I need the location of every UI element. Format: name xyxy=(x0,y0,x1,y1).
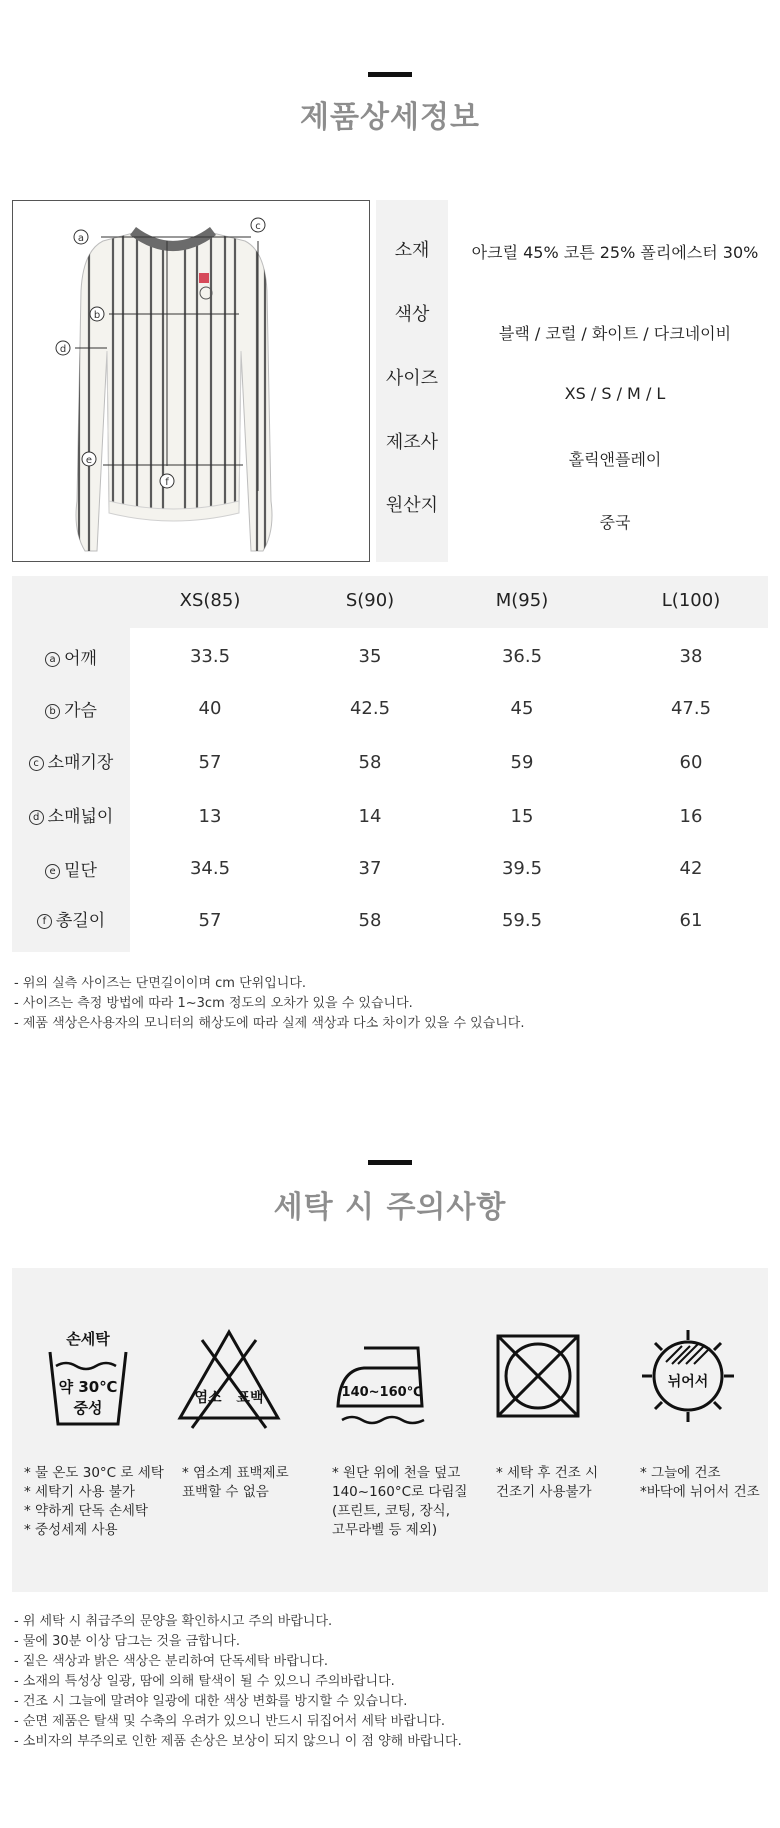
care-notes: - 위 세탁 시 취급주의 문양을 확인하시고 주의 바랍니다. - 물에 30분 이상 담그는 것을 금합니다. - 짙은 색상과 밝은 색상은 분리하여 단독세탁 바랍니다. - 소재의 특성상 일광, 땀에 의해 탈색이 될 수 있으니 주의바랍니다. - 건조 시 그늘에 말려야 일광에 대한 색상 변화를 방지할 수 있습니다. - 순면 제품은 탈색 및 수축의 우려가 있으니 반드시 뒤집어서 세탁 바랍니다. - 소비자의 부주의로 인한 제품 손상은 보상이 되지 않으니 이 점 양해 바랍니다. xyxy=(14,1614,462,1749)
row-label-total-length: f 총길이 xyxy=(12,906,130,931)
svg-text:e: e xyxy=(85,455,93,466)
spec-label: 소재 xyxy=(394,240,430,261)
size-header: S(90) xyxy=(345,590,395,611)
svg-text:손세탁: 손세탁 xyxy=(66,1330,110,1348)
hand-wash-icon xyxy=(40,1326,136,1430)
table-cell: 35 xyxy=(358,646,382,667)
svg-text:뉘어서: 뉘어서 xyxy=(667,1374,709,1390)
row-label-sleeve-width: d 소매넓이 xyxy=(12,802,130,827)
row-label-shoulder: a 어깨 xyxy=(12,644,130,669)
table-cell: 16 xyxy=(679,806,703,827)
svg-text:140~160℃: 140~160℃ xyxy=(341,1385,423,1400)
svg-text:d: d xyxy=(59,344,67,355)
table-cell: 42.5 xyxy=(349,698,391,719)
table-cell: 13 xyxy=(198,806,222,827)
table-cell: 59.5 xyxy=(501,910,543,931)
table-cell: 57 xyxy=(198,752,222,773)
care-text-no-bleach: * 염소계 표백제로 표백할 수 없음 xyxy=(182,1465,289,1500)
section-divider xyxy=(368,72,412,77)
care-text-hand-wash: * 물 온도 30°C 로 세탁 * 세탁기 사용 불가 * 약하게 단독 손세탁 * 중성세제 사용 xyxy=(24,1465,164,1538)
garment-diagram xyxy=(12,200,370,562)
spec-value-material: 아크릴 45% 코튼 25% 폴리에스터 30% xyxy=(471,243,759,262)
table-cell: 61 xyxy=(679,910,703,931)
spec-value-maker: 홀릭앤플레이 xyxy=(568,450,662,469)
row-label-chest: b 가슴 xyxy=(12,696,130,721)
table-cell: 33.5 xyxy=(189,646,231,667)
svg-text:약 30℃: 약 30℃ xyxy=(58,1378,118,1396)
no-bleach-icon xyxy=(174,1326,284,1430)
spec-value-color: 블랙 / 코럴 / 화이트 / 다크네이비 xyxy=(498,324,732,343)
table-cell: 58 xyxy=(358,752,382,773)
svg-text:표백: 표백 xyxy=(236,1390,264,1406)
row-label-sleeve-length: c 소매기장 xyxy=(12,748,130,773)
table-cell: 45 xyxy=(510,698,534,719)
table-cell: 60 xyxy=(679,752,703,773)
care-text-no-tumble-dry: * 세탁 후 건조 시 건조기 사용불가 xyxy=(496,1465,599,1500)
table-cell: 47.5 xyxy=(670,698,712,719)
size-header: XS(85) xyxy=(179,590,241,611)
table-cell: 36.5 xyxy=(501,646,543,667)
care-title: 세탁 시 주의사항 xyxy=(273,1190,507,1225)
section-divider xyxy=(368,1160,412,1165)
spec-label: 원산지 xyxy=(385,495,439,516)
product-info-title: 제품상세정보 xyxy=(300,100,480,135)
spec-value-size: XS / S / M / L xyxy=(564,384,666,403)
table-cell: 58 xyxy=(358,910,382,931)
spec-label-column xyxy=(376,200,448,562)
table-cell: 40 xyxy=(198,698,222,719)
table-cell: 14 xyxy=(358,806,382,827)
svg-text:염소: 염소 xyxy=(194,1390,222,1406)
row-label-hem: e 밑단 xyxy=(12,856,130,881)
spec-label: 사이즈 xyxy=(385,368,439,389)
size-notes: - 위의 실측 사이즈는 단면길이이며 cm 단위입니다. - 사이즈는 측정 방법에 따라 1~3cm 정도의 오차가 있을 수 있습니다. - 제품 색상은사용자의 모니터의 해상도에 따라 실제 색상과 다소 차이가 있을 수 있습니다. xyxy=(14,976,525,1031)
table-cell: 37 xyxy=(358,858,382,879)
care-text-iron: * 원단 위에 천을 덮고 140~160°C로 다림질 (프린트, 코팅, 장식, 고무라벨 등 제외) xyxy=(332,1465,468,1538)
sweater-illustration xyxy=(13,201,370,562)
table-cell: 57 xyxy=(198,910,222,931)
spec-value-origin: 중국 xyxy=(599,513,631,532)
care-panel xyxy=(12,1268,768,1592)
care-text-dry-flat: * 그늘에 건조 *바닥에 뉘어서 건조 xyxy=(640,1465,760,1500)
svg-text:f: f xyxy=(165,477,169,488)
iron-icon xyxy=(334,1326,434,1430)
size-table xyxy=(12,576,768,952)
table-cell: 59 xyxy=(510,752,534,773)
svg-text:a: a xyxy=(77,233,85,244)
svg-text:b: b xyxy=(93,310,101,321)
table-cell: 15 xyxy=(510,806,534,827)
table-cell: 34.5 xyxy=(189,858,231,879)
size-header: L(100) xyxy=(661,590,721,611)
table-cell: 39.5 xyxy=(501,858,543,879)
svg-text:c: c xyxy=(255,221,261,232)
svg-text:중성: 중성 xyxy=(73,1399,103,1417)
table-cell: 42 xyxy=(679,858,703,879)
no-tumble-dry-icon xyxy=(490,1326,586,1430)
spec-label: 제조사 xyxy=(385,432,439,453)
spec-label: 색상 xyxy=(394,304,430,325)
size-header: M(95) xyxy=(495,590,549,611)
dry-flat-shade-icon xyxy=(638,1326,738,1430)
table-cell: 38 xyxy=(679,646,703,667)
